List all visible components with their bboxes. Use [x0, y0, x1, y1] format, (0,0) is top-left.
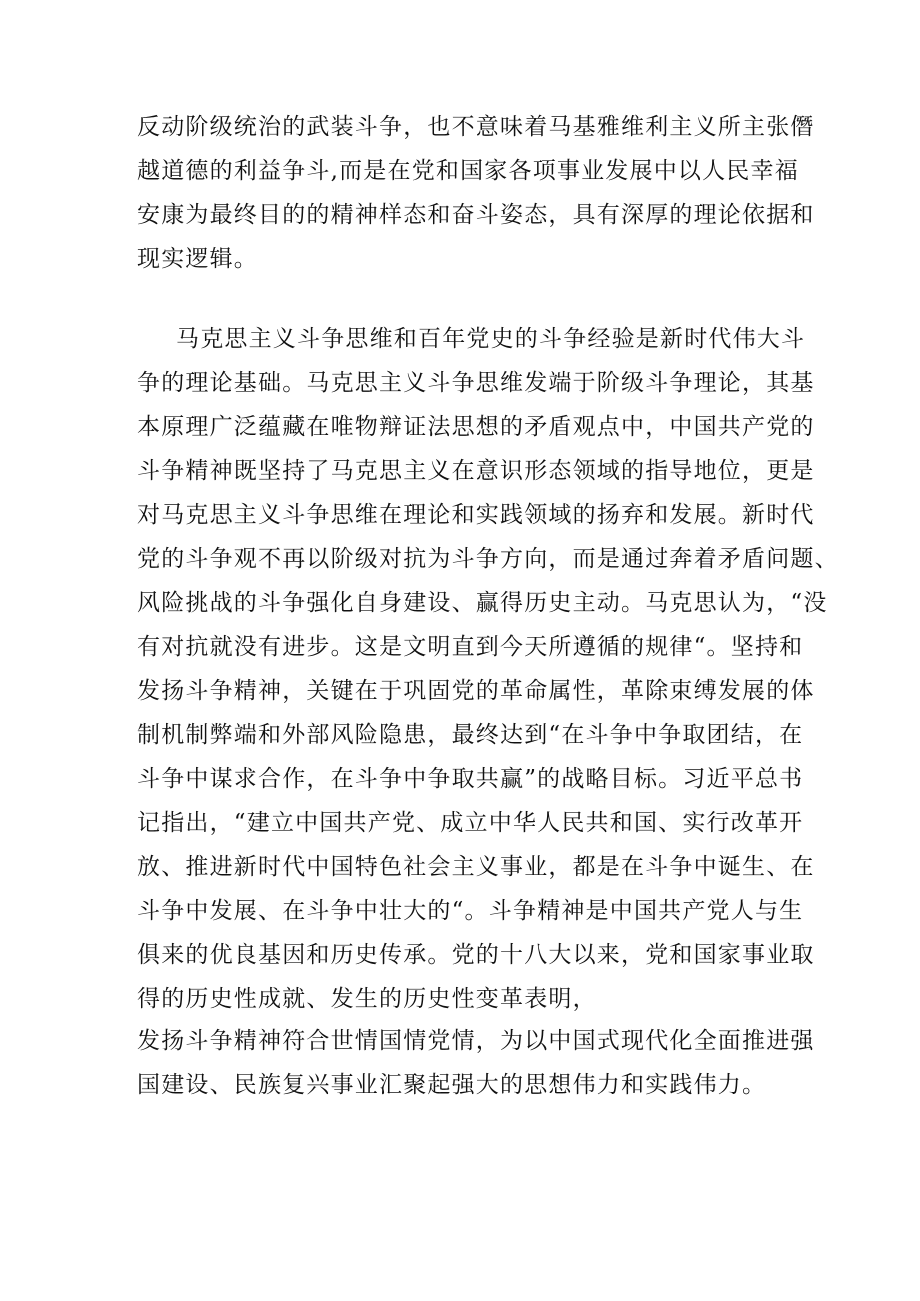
text-line: 马克思主义斗争思维和百年党史的斗争经验是新时代伟大斗	[176, 326, 806, 352]
text-line: 斗争中发展、在斗争中壮大的“。斗争精神是中国共产党人与生	[137, 898, 804, 924]
text-line: 安康为最终目的的精神样态和奋斗姿态，具有深厚的理论依据和	[137, 202, 815, 228]
text-line: 记指出，“建立中国共产党、成立中华人民共和国、实行改革开	[137, 810, 804, 836]
text-line: 对马克思主义斗争思维在理论和实践领域的扬弃和发展。新时代	[137, 502, 815, 528]
text-line: 放、推进新时代中国特色社会主义事业，都是在斗争中诞生、在	[137, 854, 815, 880]
text-line: 发扬斗争精神，关键在于巩固党的革命属性，革除束缚发展的体	[137, 678, 815, 704]
text-line: 制机制弊端和外部风险隐患，最终达到“在斗争中争取团结，在	[137, 722, 804, 748]
text-line: 俱来的优良基因和历史传承。党的十八大以来，党和国家事业取	[137, 942, 815, 968]
text-line: 斗争中谋求合作，在斗争中争取共赢”的战略目标。习近平总书	[137, 766, 804, 792]
text-line: 争的理论基础。马克思主义斗争思维发端于阶级斗争理论，其基	[137, 370, 815, 396]
text-line: 党的斗争观不再以阶级对抗为斗争方向，而是通过奔着矛盾问题、	[137, 546, 839, 572]
text-line: 现实逻辑。	[137, 246, 258, 272]
text-line: 国建设、民族复兴事业汇聚起强大的思想伟力和实践伟力。	[137, 1072, 767, 1098]
text-line: 本原理广泛蕴藏在唯物辩证法思想的矛盾观点中，中国共产党的	[137, 414, 815, 440]
text-line: 有对抗就没有进步。这是文明直到今天所遵循的规律“。坚持和	[137, 634, 804, 660]
text-line: 风险挑战的斗争强化自身建设、赢得历史主动。马克思认为，“没	[137, 590, 828, 616]
text-line: 反动阶级统治的武装斗争，也不意味着马基雅维利主义所主张僭	[137, 114, 815, 140]
text-line: 得的历史性成就、发生的历史性变革表明，	[137, 986, 597, 1012]
text-line: 越道德的利益争斗,而是在党和国家各项事业发展中以人民幸福	[137, 158, 799, 184]
text-line: 发扬斗争精神符合世情国情党情，为以中国式现代化全面推进强	[137, 1028, 815, 1054]
text-line: 斗争精神既坚持了马克思主义在意识形态领域的指导地位，更是	[137, 458, 815, 484]
